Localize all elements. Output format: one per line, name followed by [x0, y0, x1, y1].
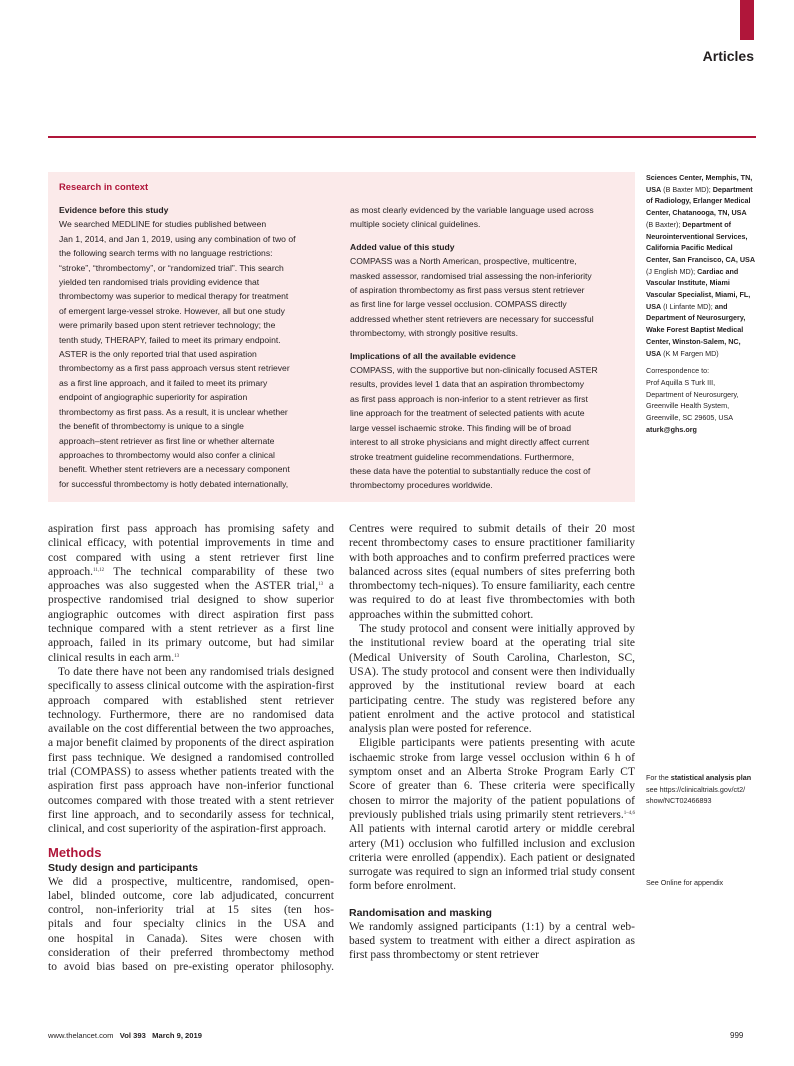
- text-line: as most clearly evidenced by the variable language used across: [350, 205, 594, 215]
- text-line: as first pass approach is non-inferior to a stent retriever as first: [350, 393, 588, 404]
- sap-link[interactable]: statistical analysis plan: [670, 773, 752, 782]
- paragraph: To date there have not been any randomised trials designed specifically to assess clinical outcome with the aspiration-first approach compared with established stent retriever technology. Furthermore, there are no randomised data available on the cost differential between the two approaches, a major benefit claimed by proponents of the direct aspiration first pass technique. We designed a randomised controlled trial (COMPASS) to assess whether patients treated with the aspiration first pass approach have non-inferior functional outcomes compared with those treated with a stent retriever first line approach, and to secondarily assess for technical, clinical, and cost superiority of the aspiration-first approach.: [48, 665, 334, 836]
- body-column-left: [48, 522, 334, 975]
- text-line: thrombectomy, with strongly positive results.: [350, 328, 518, 339]
- text-line: masked assessor, randomised trial assessing the non-inferiority: [350, 270, 592, 281]
- sap-url[interactable]: [646, 784, 758, 807]
- affiliation-line: (J English MD); Cardiac and: [646, 266, 739, 276]
- text-line: show/NCT02466893: [646, 796, 712, 806]
- text-line: approaches to thrombectomy would also confer a clinical: [59, 449, 275, 460]
- affiliation-line: USA (K M Fargen MD): [646, 348, 719, 358]
- section-color-tab: [740, 0, 754, 40]
- randomisation-heading: Randomisation and masking: [349, 906, 492, 919]
- text-line: as a first line approach, and it failed to meet its primary: [59, 377, 268, 388]
- implications-text: [350, 363, 624, 493]
- text-line: these data have the potential to substantially reduce the cost of: [350, 465, 591, 476]
- affiliation-line: USA (B Baxter MD); Department: [646, 184, 753, 194]
- affiliation-line: Department of Neurosurgery,: [646, 313, 746, 323]
- text-line: stroke treatment guideline recommendations. Furthermore,: [350, 451, 575, 462]
- text-line: yielded ten randomised trials providing evidence that: [59, 277, 260, 288]
- text-line: benefit. Whether stent retrievers are a necessary component: [59, 464, 290, 475]
- text-line: approach–stent retriever as first line or whether alternate: [59, 435, 275, 446]
- implications-heading: Implications of all the available evidence: [350, 350, 516, 361]
- methods-heading: Methods: [48, 844, 102, 860]
- paragraph: We did a prospective, multicentre, randomised, open- label, blinded outcome, core lab adjudicated, concurrent control, non-inferiority trial at 15 sites (ten hos- pitals and four specialty clinics in the USA and one hospital in Canada). Sites were chosen with consideration of their preferred thrombectomy method to avoid bias based on pre-existing operator philosophy.: [48, 875, 334, 974]
- text-line: COMPASS was a North American, prospective, multicentre,: [350, 256, 577, 267]
- text-line: tenth study, THERAPY, failed to meet its primary endpoint.: [59, 334, 281, 345]
- paragraph: We randomly assigned participants (1:1) by a central web-based system to treatment with either a direct aspiration as first pass thrombectomy or stent retriever: [349, 920, 635, 962]
- footer-citation: [48, 1031, 202, 1040]
- affiliation-line: Wake Forest Baptist Medical: [646, 325, 744, 335]
- text-line: ASTER is the only reported trial that used aspiration: [59, 349, 257, 360]
- text-line: Correspondence to:: [646, 366, 710, 376]
- affiliation-line: USA (I Linfante MD); and: [646, 301, 728, 311]
- affiliation-line: Center, Winston-Salem, NC,: [646, 336, 741, 346]
- section-header: Articles: [702, 48, 754, 64]
- affiliations-text: [646, 172, 758, 359]
- affiliation-line: of Radiology, Erlanger Medical: [646, 196, 751, 206]
- text-line: the following search terms with no language restrictions:: [59, 248, 273, 259]
- text-line: were primarily based upon stent retriever technology; the: [59, 320, 276, 331]
- evidence-text-continued: [350, 203, 624, 232]
- text-line: thrombectomy procedures worldwide.: [350, 480, 493, 491]
- text-line: results, provides level 1 data that an aspiration thrombectomy: [350, 379, 585, 390]
- text-line: as first line for large vessel occlusion. COMPASS directly: [350, 299, 567, 310]
- affiliation-line: Center, San Francisco, CA, USA: [646, 254, 756, 264]
- text-line: Greenville, SC 29605, USA: [646, 413, 734, 423]
- paragraph: Centres were required to submit details of their 20 most recent thrombectomy cases to ensure practitioner familiarity with both approaches and to confirm preferred practices were balanced across sites (equal numbers of sites preferring both thrombectomy tech-niques). To ensure familiarity, each centre was required to do at least five thrombectomies with both approaches within the submitted cohort.: [349, 523, 635, 621]
- sap-note: For the statistical analysis plan see https://clinicaltrials.gov/ct2/ show/NCT02466893: [646, 772, 758, 807]
- text-line: Jan 1, 2014, and Jan 1, 2019, using any combination of two of: [59, 233, 296, 244]
- text-line: “stroke”, “thrombectomy”, or “randomized trial”. This search: [59, 262, 284, 273]
- text-line: the benefit of thrombectomy is unique to a single: [59, 421, 244, 432]
- added-value-text: [350, 254, 624, 340]
- paragraph: Eligible participants were patients presenting with acute ischaemic stroke from large vessel occlusion within 6 h of symptom onset and an Alberta Stroke Program Early CT Score of greater than 6. These criteria were specifically chosen to mirror the majority of the patient populations of previously published trials using primarily stent retrievers.$^{1-4,6}$ All patients with internal carotid artery or middle cerebral artery (M1) occlusion who fulfilled inclusion and exclusion criteria were enrolled (appendix). Each patient or designated surrogate was required to sign an informed trial study consent form before enrolment.: [349, 737, 635, 893]
- text-line: Prof Aquilla S Turk III,: [646, 377, 716, 387]
- evidence-heading: Evidence before this study: [59, 205, 169, 215]
- affiliation-line: California Pacific Medical: [646, 243, 733, 253]
- affiliation-line: Sciences Center, Memphis, TN,: [646, 173, 753, 182]
- affiliations-sidebar: [646, 172, 758, 435]
- affiliation-line: Vascular Specialist, Miami, FL,: [646, 290, 751, 300]
- text-line: multiple society clinical guidelines.: [350, 219, 481, 230]
- panel-left-column: [59, 203, 333, 491]
- added-value-heading: Added value of this study: [350, 241, 455, 252]
- appendix-note: See Online for appendix: [646, 878, 724, 887]
- text-line: line approach for the treatment of selected patients with acute: [350, 408, 585, 419]
- text-line: We searched MEDLINE for studies published between: [59, 219, 267, 230]
- text-line: Department of Neurosurgery,: [646, 389, 739, 399]
- text-line: interest to all stroke physicians and might directly affect current: [350, 437, 590, 448]
- text-line: large vessel ischaemic stroke. This finding will be of broad: [350, 422, 571, 433]
- research-in-context-panel: [48, 172, 635, 502]
- evidence-text: [59, 217, 333, 491]
- panel-title: Research in context: [59, 181, 149, 192]
- text-line: endpoint of angiographic superiority for aspiration: [59, 392, 248, 403]
- text-line: see https://clinicaltrials.gov/ct2/: [646, 784, 746, 794]
- paragraph: The study protocol and consent were initially approved by the institutional review board at the operating trial site (Medical University of South Carolina, Charleston, SC, USA). The study protocol and consent were then individually approved by the institutional review board at each participating centre. The study was registered before any patient enrolment and the active protocol and statistical analysis plan were posted for reference.: [349, 623, 635, 736]
- affiliation-line: Center, Chatanooga, TN, USA: [646, 208, 747, 218]
- paragraph: aspiration first pass approach has promising safety and clinical efficacy, with potential improvements in time and cost compared with using a stent retriever first line approach.$^{11,12}$ The technical comparability of these two approaches was also suggested when the ASTER trial,$^{13}$ a prospective randomised trial designed to show superior angiographic outcomes with direct aspiration first pass technique compared with a stent retriever as a first line approach, failed in its primary outcome, but had similar clinical results in each arm.$^{13}$: [48, 523, 334, 664]
- body-column-right: [349, 522, 635, 963]
- header-rule: [48, 136, 756, 138]
- panel-right-column: [350, 203, 624, 493]
- affiliation-line: Neurointerventional Services,: [646, 231, 748, 241]
- text-line: of aspiration thrombectomy as first pass versus stent retriever: [350, 285, 585, 296]
- text-line: of emergent large-vessel stroke. However, all but one study: [59, 305, 285, 316]
- page-number: 999: [730, 1031, 744, 1040]
- correspondence-text: [646, 365, 758, 424]
- footer-volume: Vol 393: [119, 1031, 146, 1040]
- text-line: Greenville Health System,: [646, 401, 730, 411]
- text-line: addressed whether stent retrievers are necessary for successful: [350, 313, 594, 324]
- study-design-heading: Study design and participants: [48, 861, 198, 874]
- text-line: thrombectomy was superior to medical therapy for treatment: [59, 291, 289, 302]
- text-line: thrombectomy as first pass. As a result, it is unclear whether: [59, 406, 288, 417]
- text-line: for successful thrombectomy is hotly debated internationally,: [59, 478, 289, 489]
- affiliation-line: (B Baxter); Department of: [646, 219, 732, 229]
- correspondence-email[interactable]: aturk@ghs.org: [646, 424, 697, 434]
- footer-site[interactable]: www.thelancet.com: [48, 1031, 114, 1040]
- text-line: COMPASS, with the supportive but non-clinically focused ASTER: [350, 365, 598, 376]
- footer-date: March 9, 2019: [152, 1031, 202, 1040]
- text-line: thrombectomy as a first pass approach versus stent retriever: [59, 363, 290, 374]
- affiliation-line: Vascular Institute, Miami: [646, 278, 730, 288]
- appendix-link[interactable]: Online: [660, 878, 682, 887]
